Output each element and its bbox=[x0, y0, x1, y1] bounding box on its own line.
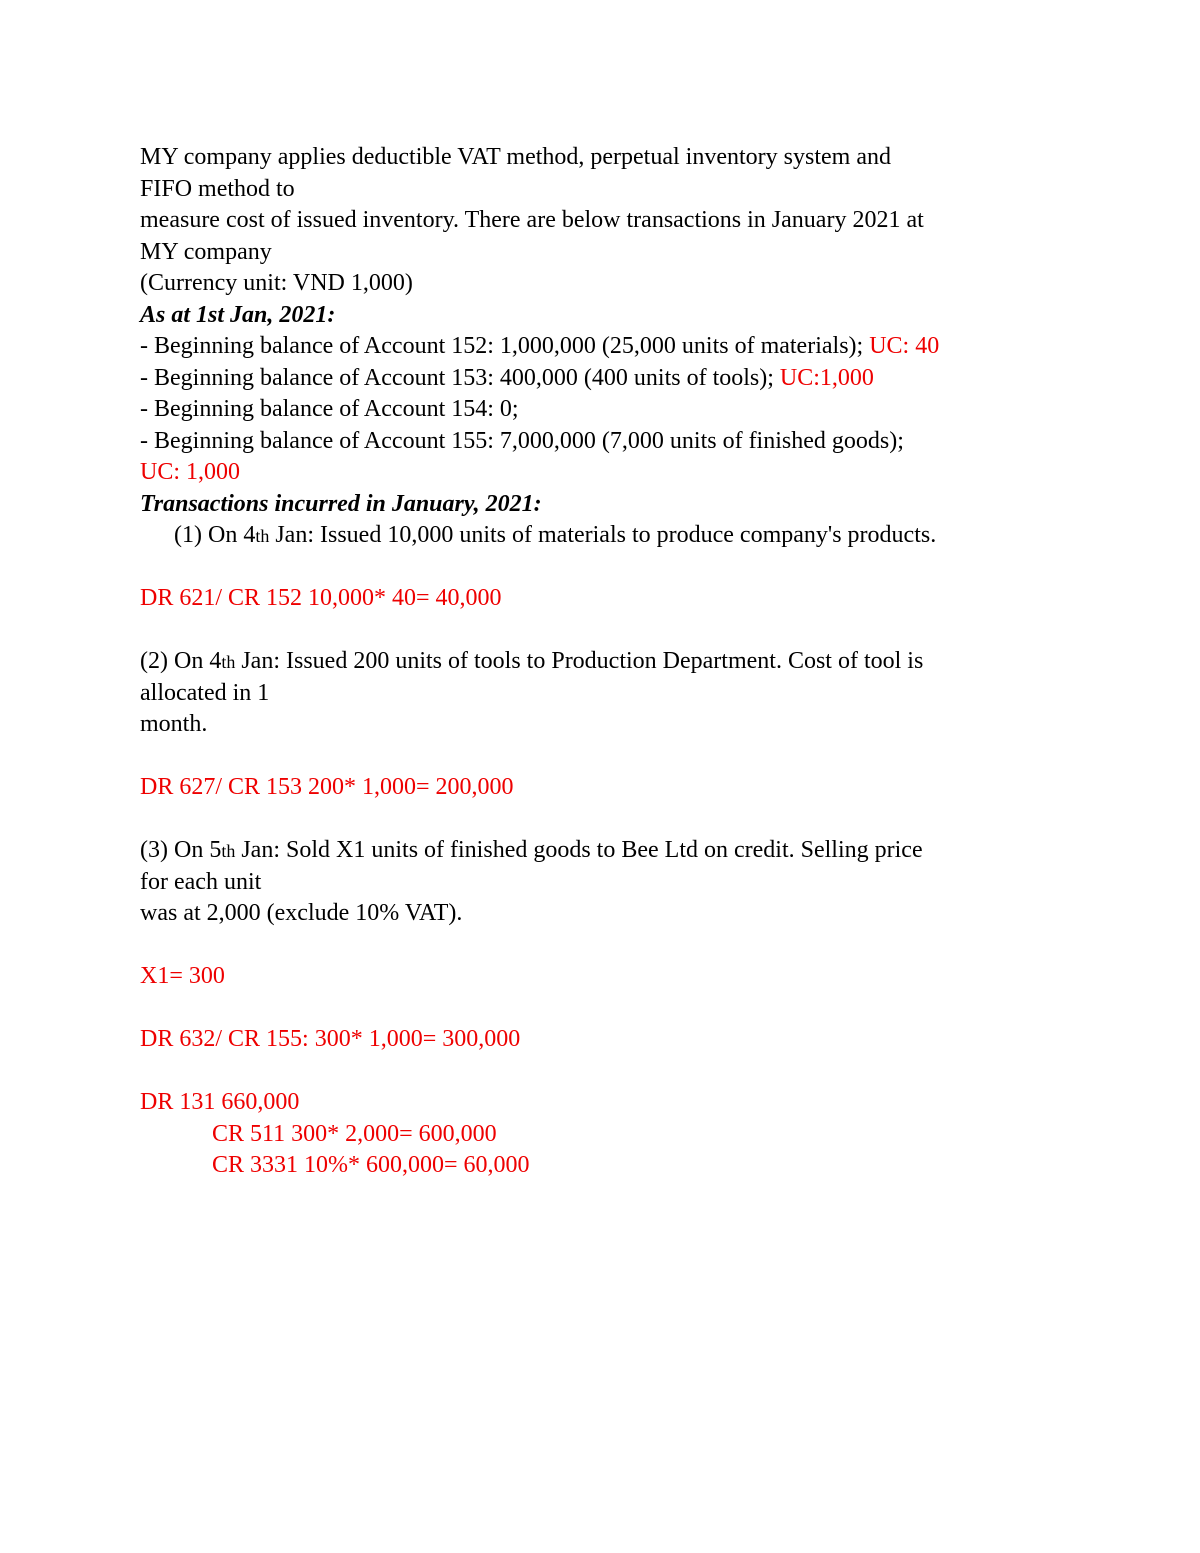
transaction-2-prefix: (2) On 4 bbox=[140, 648, 222, 674]
transaction-3-credit-revenue: CR 511 300* 2,000= 600,000 bbox=[212, 1120, 497, 1147]
currency-unit: (Currency unit: VND 1,000) bbox=[140, 270, 413, 296]
transactions-heading: Transactions incurred in January, 2021: bbox=[140, 490, 542, 517]
transaction-3 bbox=[140, 835, 1070, 867]
ordinal-suffix: th bbox=[255, 526, 270, 546]
intro-line-3: measure cost of issued inventory. There are below transactions in January 2021 at bbox=[140, 207, 924, 233]
transaction-2-text: Jan: Issued 200 units of tools to Production Department. Cost of tool is bbox=[235, 648, 924, 674]
transaction-2 bbox=[140, 646, 1070, 678]
transaction-3-line-3: was at 2,000 (exclude 10% VAT). bbox=[140, 900, 463, 926]
transaction-1-text: Jan: Issued 10,000 units of materials to produce company's products. bbox=[269, 522, 937, 548]
transaction-1-prefix: (1) On 4 bbox=[174, 522, 256, 548]
unit-cost-label: UC:1,000 bbox=[779, 364, 874, 391]
intro-line-2: FIFO method to bbox=[140, 175, 295, 202]
transaction-1 bbox=[140, 520, 1070, 552]
spacer bbox=[140, 741, 1070, 773]
document-body bbox=[140, 142, 1070, 1182]
spacer bbox=[140, 993, 1070, 1025]
transaction-3-credit-vat: CR 3331 10%* 600,000= 60,000 bbox=[212, 1152, 530, 1178]
spacer bbox=[140, 930, 1070, 962]
spacer bbox=[140, 552, 1070, 584]
transaction-2-line-2: allocated in 1 bbox=[140, 679, 270, 706]
transaction-2-line-3: month. bbox=[140, 711, 208, 737]
spacer bbox=[140, 1056, 1070, 1088]
opening-item-152 bbox=[140, 331, 1070, 363]
opening-item-154 bbox=[140, 394, 1070, 426]
transaction-3-x1-answer: X1= 300 bbox=[140, 963, 225, 989]
ordinal-suffix: th bbox=[221, 652, 236, 672]
unit-cost-label: UC: 1,000 bbox=[140, 459, 241, 485]
ordinal-suffix: th bbox=[221, 841, 236, 861]
opening-item-text: - Beginning balance of Account 154: 0; bbox=[140, 396, 519, 422]
opening-item-153 bbox=[140, 363, 1070, 395]
spacer bbox=[140, 804, 1070, 836]
transaction-3-debit-entry: DR 131 660,000 bbox=[140, 1089, 300, 1115]
unit-cost-label: UC: 40 bbox=[869, 333, 940, 359]
opening-item-text: - Beginning balance of Account 152: 1,000,000 (25,000 units of materials); bbox=[140, 333, 870, 359]
opening-item-text: - Beginning balance of Account 155: 7,000,000 (7,000 units of finished goods); bbox=[140, 427, 904, 454]
intro-line-4: MY company bbox=[140, 238, 272, 265]
transaction-3-line-2: for each unit bbox=[140, 868, 262, 895]
opening-item-text: - Beginning balance of Account 153: 400,000 (400 units of tools); bbox=[140, 364, 780, 391]
opening-item-155 bbox=[140, 426, 1070, 458]
transaction-3-text: Jan: Sold X1 units of finished goods to Bee Ltd on credit. Selling price bbox=[235, 837, 923, 863]
opening-heading: As at 1st Jan, 2021: bbox=[140, 301, 336, 328]
transaction-2-answer: DR 627/ CR 153 200* 1,000= 200,000 bbox=[140, 774, 514, 800]
transaction-3-prefix: (3) On 5 bbox=[140, 837, 222, 863]
spacer bbox=[140, 615, 1070, 647]
transaction-1-answer: DR 621/ CR 152 10,000* 40= 40,000 bbox=[140, 585, 502, 611]
intro-line-1: MY company applies deductible VAT method, perpetual inventory system and bbox=[140, 144, 891, 170]
transaction-3-cogs-entry: DR 632/ CR 155: 300* 1,000= 300,000 bbox=[140, 1026, 521, 1052]
